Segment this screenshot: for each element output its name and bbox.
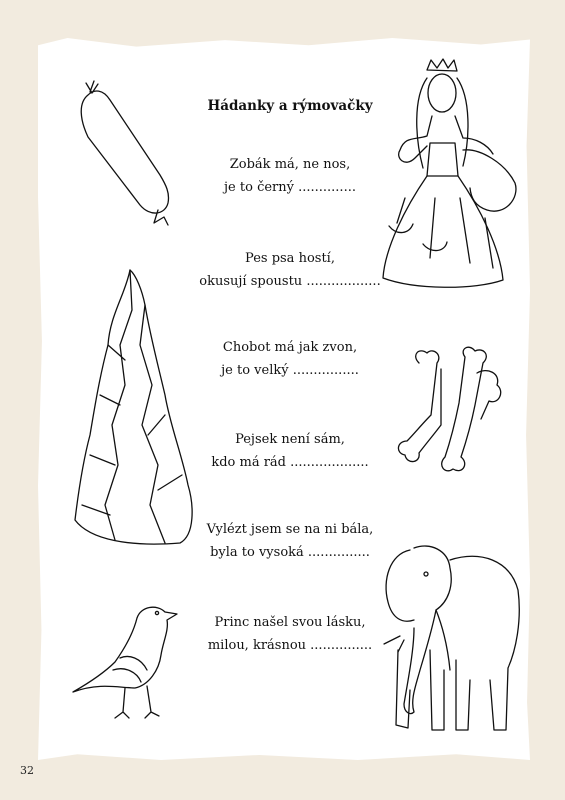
riddle-line: Chobot má jak zvon, <box>222 340 358 355</box>
bird-illustration <box>65 600 190 725</box>
riddle-line: Princ našel svou lásku, <box>214 615 366 630</box>
riddle-line: Pejsek není sám, <box>235 432 345 447</box>
riddle-5 <box>190 518 390 564</box>
riddle-line: je to černý .............. <box>224 180 356 195</box>
riddle-line: byla to vysoká ............... <box>210 545 370 560</box>
riddle-line: milou, krásnou ............... <box>207 638 373 653</box>
riddle-6 <box>190 611 390 657</box>
riddle-line: Zobák má, ne nos, <box>229 157 351 172</box>
elephant-illustration <box>370 540 525 740</box>
bones-illustration <box>395 345 515 475</box>
riddle-4 <box>190 428 390 474</box>
riddle-line: kdo má rád ................... <box>211 455 369 470</box>
princess-illustration <box>375 58 525 293</box>
riddle-line: Vylézt jsem se na ni bála, <box>206 522 374 537</box>
page-title: Hádanky a rýmovačky <box>207 98 373 114</box>
riddle-line: okusují spoustu .................. <box>199 274 381 289</box>
page-number: 32 <box>20 764 34 777</box>
riddle-3 <box>190 336 390 382</box>
riddle-2 <box>190 247 390 293</box>
riddle-line: Pes psa hostí, <box>245 251 335 266</box>
sausage-illustration <box>70 75 180 230</box>
riddle-1 <box>190 153 390 199</box>
rock-illustration <box>70 265 200 555</box>
riddle-line: je to velký ................ <box>221 363 359 378</box>
